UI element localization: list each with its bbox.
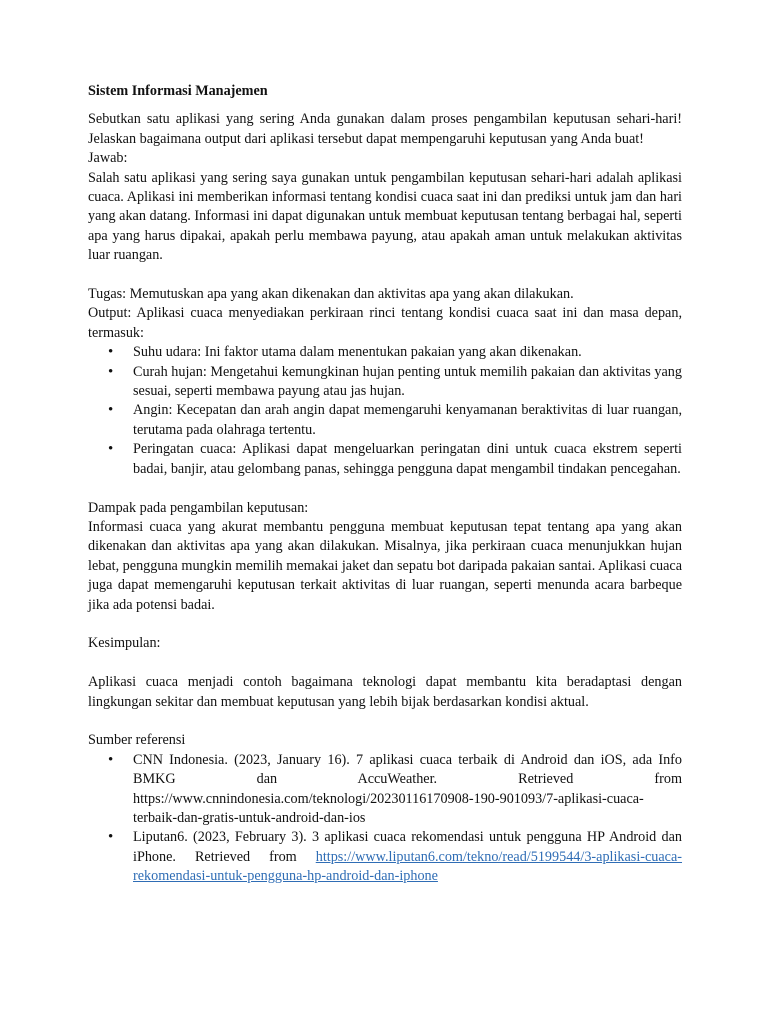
impact-paragraph: Informasi cuaca yang akurat membantu pengguna membuat keputusan tepat tentang apa yang akan dikenakan dan aktivitas apa yang akan dilakukan. Misalnya, jika perkiraan cuaca menunjukkan hujan lebat, pengguna mungkin memilih memakai jaket dan sepatu bot daripada pakaian santai. Aplikasi cuaca juga dapat memengaruhi keputusan terkait aktivitas di luar ruangan, seperti menunda acara barbeque jika ada potensi badai. [88, 518, 682, 613]
list-item: • Peringatan cuaca: Aplikasi dapat mengeluarkan peringatan dini untuk cuaca ekstrem seperti badai, banjir, atau gelombang panas, sehingga pengguna dapat mengambil tindakan pencegahan. [133, 440, 682, 479]
list-item: • Suhu udara: Ini faktor utama dalam menentukan pakaian yang akan dikenakan. [133, 343, 682, 362]
reference-item [133, 751, 682, 829]
task-paragraph: Tugas: Memutuskan apa yang akan dikenakan dan aktivitas apa yang akan dilakukan. [88, 286, 574, 303]
output-bullet-list [88, 343, 682, 479]
conclusion-paragraph: Aplikasi cuaca menjadi contoh bagaimana teknologi dapat membantu kita beradaptasi dengan lingkungan sekitar dan membuat keputusan yang lebih bijak berdasarkan kondisi aktual. [88, 674, 682, 710]
reference-citation: • CNN Indonesia. (2023, January 16). 7 aplikasi cuaca terbaik di Android dan iOS, ada Info BMKG dan AccuWeather. Retrieved from [133, 751, 682, 788]
document-title: Sistem Informasi Manajemen [88, 83, 268, 99]
answer-intro-paragraph: Salah satu aplikasi yang sering saya gunakan untuk pengambilan keputusan sehari-hari adalah aplikasi cuaca. Aplikasi ini memberikan informasi tentang kondisi cuaca saat ini dan prediksi untuk jam dan hari yang akan datang. Informasi ini dapat digunakan untuk membuat keputusan tentang berbagai hal, seperti apa yang harus dipakai, apakah perlu membawa payung, atau apakah aman untuk melakukan aktivitas luar ruangan. [88, 169, 682, 264]
reference-link[interactable]: https://www.liputan6.com/tekno/read/5199544/3-aplikasi-cuaca-rekomendasi-untuk-pengguna-hp-android-dan-iphone [133, 848, 683, 885]
question-paragraph: Sebutkan satu aplikasi yang sering Anda gunakan dalam proses pengambilan keputusan sehari-hari! Jelaskan bagaimana output dari aplikasi tersebut dapat mempengaruhi keputusan yang Anda buat! [88, 111, 682, 147]
spacer [88, 654, 682, 673]
references-list [88, 751, 682, 887]
spacer [88, 712, 682, 731]
output-paragraph: Output: Aplikasi cuaca menyediakan perkiraan rinci tentang kondisi cuaca saat ini dan masa depan, termasuk: [88, 305, 682, 341]
spacer [88, 266, 682, 285]
references-heading: Sumber referensi [88, 732, 186, 749]
spacer [88, 615, 682, 634]
spacer [88, 479, 682, 498]
impact-heading: Dampak pada pengambilan keputusan: [88, 499, 309, 516]
reference-url: https://www.cnnindonesia.com/teknologi/20230116170908-190-901093/7-aplikasi-cuaca-terbaik-dan-gratis-untuk-android-dan-ios [133, 790, 644, 826]
conclusion-heading: Kesimpulan: [88, 635, 161, 652]
list-item: • Angin: Kecepatan dan arah angin dapat memengaruhi kenyamanan beraktivitas di luar ruangan, terutama pada olahraga tertentu. [133, 401, 682, 440]
list-item: • Curah hujan: Mengetahui kemungkinan hujan penting untuk memilih pakaian dan aktivitas yang sesuai, seperti membawa payung atau jas hujan. [133, 363, 682, 402]
reference-citation: Liputan6. (2023, February 3). 3 aplikasi cuaca rekomendasi untuk pengguna HP Android dan iPhone. Retrieved from [133, 829, 682, 865]
answer-label: Jawab: [88, 150, 128, 167]
reference-item [133, 828, 682, 886]
